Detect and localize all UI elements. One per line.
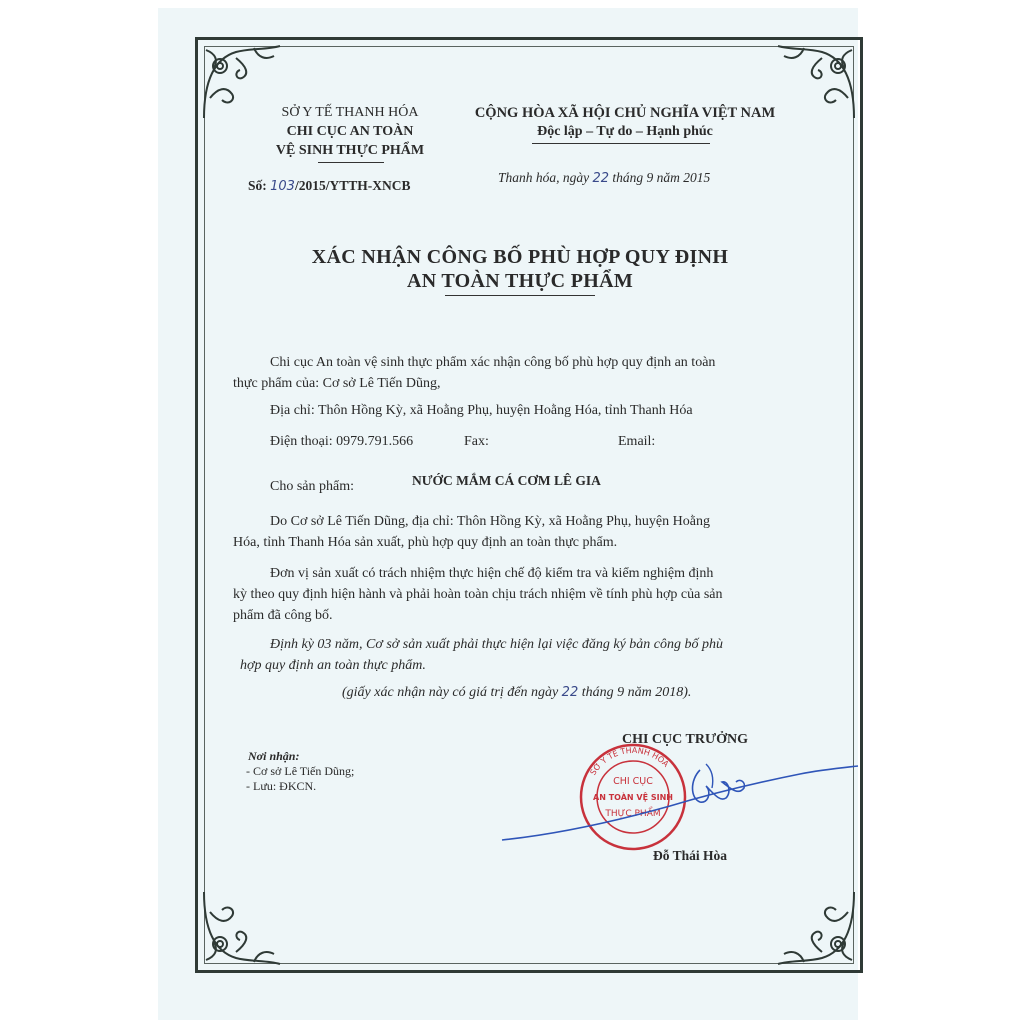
national-motto: Độc lập – Tự do – Hạnh phúc xyxy=(537,124,713,139)
doc-number-label: Số: xyxy=(248,178,267,193)
signer-name: Đỗ Thái Hòa xyxy=(652,848,728,863)
document-number xyxy=(248,178,410,194)
date-prefix: Thanh hóa, ngày xyxy=(498,170,590,185)
intro-line2: thực phẩm của: Cơ sở Lê Tiến Dũng, xyxy=(233,376,441,391)
responsibility-line2: kỳ theo quy định hiện hành và phải hoàn toàn chịu trách nhiệm về tính phù hợp của sản xyxy=(233,587,723,602)
handwritten-signature xyxy=(500,758,860,848)
producer-line1: Do Cơ sở Lê Tiến Dũng, địa chỉ: Thôn Hồng Kỳ, xã Hoằng Phụ, huyện Hoằng xyxy=(270,514,710,529)
agency-underline xyxy=(318,162,384,163)
fax-label: Fax: xyxy=(464,434,489,449)
address-line: Địa chỉ: Thôn Hồng Kỳ, xã Hoằng Phụ, huyện Hoằng Hóa, tỉnh Thanh Hóa xyxy=(270,403,693,418)
agency-name-line2: VỆ SINH THỰC PHẨM xyxy=(275,143,425,158)
stamp-text-line2: AN TOÀN VỆ SINH xyxy=(593,793,673,802)
stamp-text-line3: THỰC PHẨM xyxy=(605,809,661,819)
corner-ornament-bottom-left xyxy=(196,882,286,972)
agency-parent: SỞ Y TẾ THANH HÓA xyxy=(281,105,419,120)
phone-line: Điện thoại: 0979.791.566 xyxy=(270,434,414,449)
doc-number-suffix: /2015/YTTH-XNCB xyxy=(294,178,411,193)
date-day-handwritten: 22 xyxy=(592,171,610,186)
email-label: Email: xyxy=(618,434,656,449)
stamp-text-line1: CHI CỤC xyxy=(613,776,653,787)
national-title: CỘNG HÒA XÃ HỘI CHỦ NGHĨA VIỆT NAM xyxy=(474,105,776,121)
document-title-line1: XÁC NHẬN CÔNG BỐ PHÙ HỢP QUY ĐỊNH xyxy=(311,246,729,268)
producer-line2: Hóa, tỉnh Thanh Hóa sản xuất, phù hợp quy định an toàn thực phẩm. xyxy=(233,535,618,550)
document-title-line2: AN TOÀN THỰC PHẨM xyxy=(406,270,634,292)
product-name: NƯỚC MẮM CÁ CƠM LÊ GIA xyxy=(412,473,601,488)
period-line1: Định kỳ 03 năm, Cơ sở sản xuất phải thực hiện lại việc đăng ký bản công bố phù xyxy=(270,637,724,652)
doc-number-handwritten: 103 xyxy=(270,179,295,194)
issue-date xyxy=(498,170,710,186)
motto-underline xyxy=(532,143,710,144)
period-line2: hợp quy định an toàn thực phẩm. xyxy=(240,658,426,673)
corner-ornament-bottom-right xyxy=(772,882,862,972)
recipients-heading: Nơi nhận: xyxy=(248,749,300,763)
product-label: Cho sản phẩm: xyxy=(270,479,354,494)
validity-day-handwritten: 22 xyxy=(561,685,579,700)
stamp-ring-text: SỞ Y TẾ THANH HÓA xyxy=(588,745,671,777)
agency-name-line1: CHI CỤC AN TOÀN xyxy=(286,124,414,139)
validity-suffix: tháng 9 năm 2018). xyxy=(581,685,692,700)
date-suffix: tháng 9 năm 2015 xyxy=(612,170,711,185)
intro-line1: Chi cục An toàn vệ sinh thực phẩm xác nhận công bố phù hợp quy định an toàn xyxy=(270,355,716,370)
recipient-item: - Cơ sở Lê Tiến Dũng; xyxy=(246,764,355,778)
validity-note xyxy=(342,682,691,703)
responsibility-line3: phẩm đã công bố. xyxy=(233,608,333,623)
responsibility-line1: Đơn vị sản xuất có trách nhiệm thực hiện chế độ kiểm tra và kiểm nghiệm định xyxy=(270,566,714,581)
signer-title: CHI CỤC TRƯỞNG xyxy=(621,732,748,747)
title-underline xyxy=(445,295,595,296)
recipient-item: - Lưu: ĐKCN. xyxy=(246,779,317,793)
validity-prefix: (giấy xác nhận này có giá trị đến ngày xyxy=(342,685,559,700)
